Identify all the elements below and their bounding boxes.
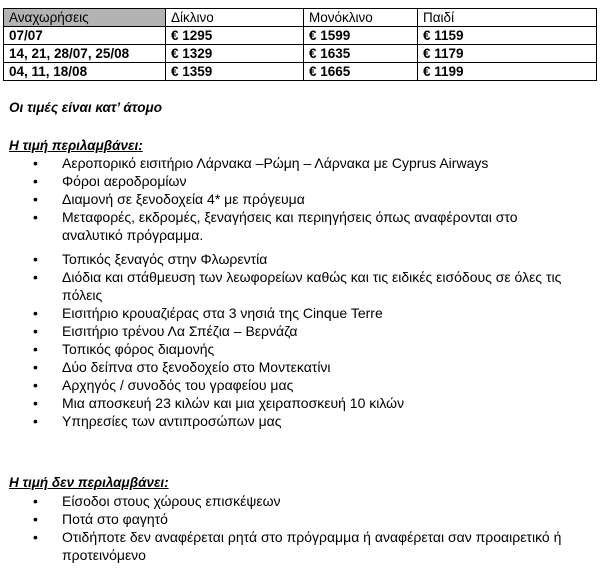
list-item [0, 154, 575, 172]
bullet-icon: • [33, 529, 38, 545]
table-row [4, 27, 597, 45]
header-single: Μονόκλινο [304, 9, 418, 27]
cell-price-double: € 1359 [166, 63, 304, 81]
list-item-text: Τοπικός ξεναγός στην Φλωρεντία [62, 251, 268, 267]
list-item-text: Οτιδήποτε δεν αναφέρεται ρητά στο πρόγραμμα ή αναφέρεται σαν προαιρετικό ή προτεινόμενο [62, 529, 562, 563]
list-item-text: Διαμονή σε ξενοδοχεία 4* με πρόγευμα [62, 191, 305, 207]
bullet-icon: • [33, 377, 38, 393]
cell-price-child: € 1179 [418, 45, 597, 63]
bullet-icon: • [33, 323, 38, 339]
bullet-icon: • [33, 155, 38, 171]
bullet-icon: • [33, 413, 38, 429]
excluded-list [0, 492, 575, 564]
list-item-text: Τοπικός φόρος διαμονής [62, 341, 215, 357]
bullet-icon: • [33, 511, 38, 527]
list-item [0, 394, 575, 412]
list-item-text: Εισιτήριο τρένου Λα Σπέζια – Βερνάζα [62, 323, 298, 339]
list-item [0, 412, 575, 430]
header-departures: Αναχωρήσεις [4, 9, 166, 27]
list-item-text: Μια αποσκευή 23 κιλών και μια χειραποσκευή 10 κιλών [62, 395, 405, 411]
list-item-text: Φόροι αεροδρομίων [62, 173, 187, 189]
cell-price-double: € 1329 [166, 45, 304, 63]
list-item [0, 510, 575, 528]
list-item [0, 322, 575, 340]
price-note: Οι τιμές είναι κατ’ άτομο [9, 100, 162, 115]
bullet-icon: • [33, 341, 38, 357]
cell-price-child: € 1159 [418, 27, 597, 45]
cell-price-single: € 1599 [304, 27, 418, 45]
list-item-text: Δύο δείπνα στο ξενοδοχείο στο Μοντεκατίνι [62, 359, 331, 375]
list-item-text: Διόδια και στάθμευση των λεωφορείων καθώς και τις ειδικές εισόδους σε όλες τις πόλεις [62, 269, 562, 303]
header-double: Δίκλινο [166, 9, 304, 27]
bullet-icon: • [33, 359, 38, 375]
list-item [0, 528, 575, 564]
table-header-row [4, 9, 597, 27]
cell-price-double: € 1295 [166, 27, 304, 45]
bullet-icon: • [33, 173, 38, 189]
bullet-icon: • [33, 269, 38, 285]
bullet-icon: • [33, 395, 38, 411]
included-list [0, 154, 575, 430]
list-item [0, 268, 575, 304]
cell-price-single: € 1665 [304, 63, 418, 81]
list-item [0, 190, 575, 208]
list-item [0, 304, 575, 322]
bullet-icon: • [33, 191, 38, 207]
list-item-text: Ποτά στο φαγητό [62, 511, 168, 527]
included-heading: Η τιμή περιλαμβάνει: [9, 138, 143, 153]
list-item [0, 250, 575, 268]
cell-price-child: € 1199 [418, 63, 597, 81]
list-item [0, 358, 575, 376]
list-item-text: Αρχηγός / συνοδός του γραφείου μας [62, 377, 294, 393]
list-item-text: Μεταφορές, εκδρομές, ξεναγήσεις και περιηγήσεις όπως αναφέρονται στο αναλυτικό πρόγραμμα. [62, 209, 518, 243]
list-item [0, 340, 575, 358]
list-item-text: Υπηρεσίες των αντιπροσώπων μας [62, 413, 282, 429]
price-table [3, 8, 597, 81]
bullet-icon: • [33, 305, 38, 321]
list-item [0, 376, 575, 394]
list-item [0, 208, 575, 244]
table-row [4, 45, 597, 63]
bullet-icon: • [33, 209, 38, 225]
list-item-text: Εισιτήριο κρουαζιέρας στα 3 νησιά της Cinque Terre [62, 305, 383, 321]
bullet-icon: • [33, 493, 38, 509]
cell-departure: 14, 21, 28/07, 25/08 [4, 45, 166, 63]
list-item-text: Αεροπορικό εισιτήριο Λάρνακα –Ρώμη – Λάρνακα με Cyprus Airways [62, 155, 489, 171]
bullet-icon: • [33, 251, 38, 267]
cell-price-single: € 1635 [304, 45, 418, 63]
excluded-heading: Η τιμή δεν περιλαμβάνει: [9, 475, 169, 490]
list-item [0, 492, 575, 510]
header-child: Παιδί [418, 9, 597, 27]
cell-departure: 07/07 [4, 27, 166, 45]
cell-departure: 04, 11, 18/08 [4, 63, 166, 81]
list-item [0, 172, 575, 190]
list-item-text: Είσοδοι στους χώρους επισκέψεων [62, 493, 281, 509]
table-row [4, 63, 597, 81]
